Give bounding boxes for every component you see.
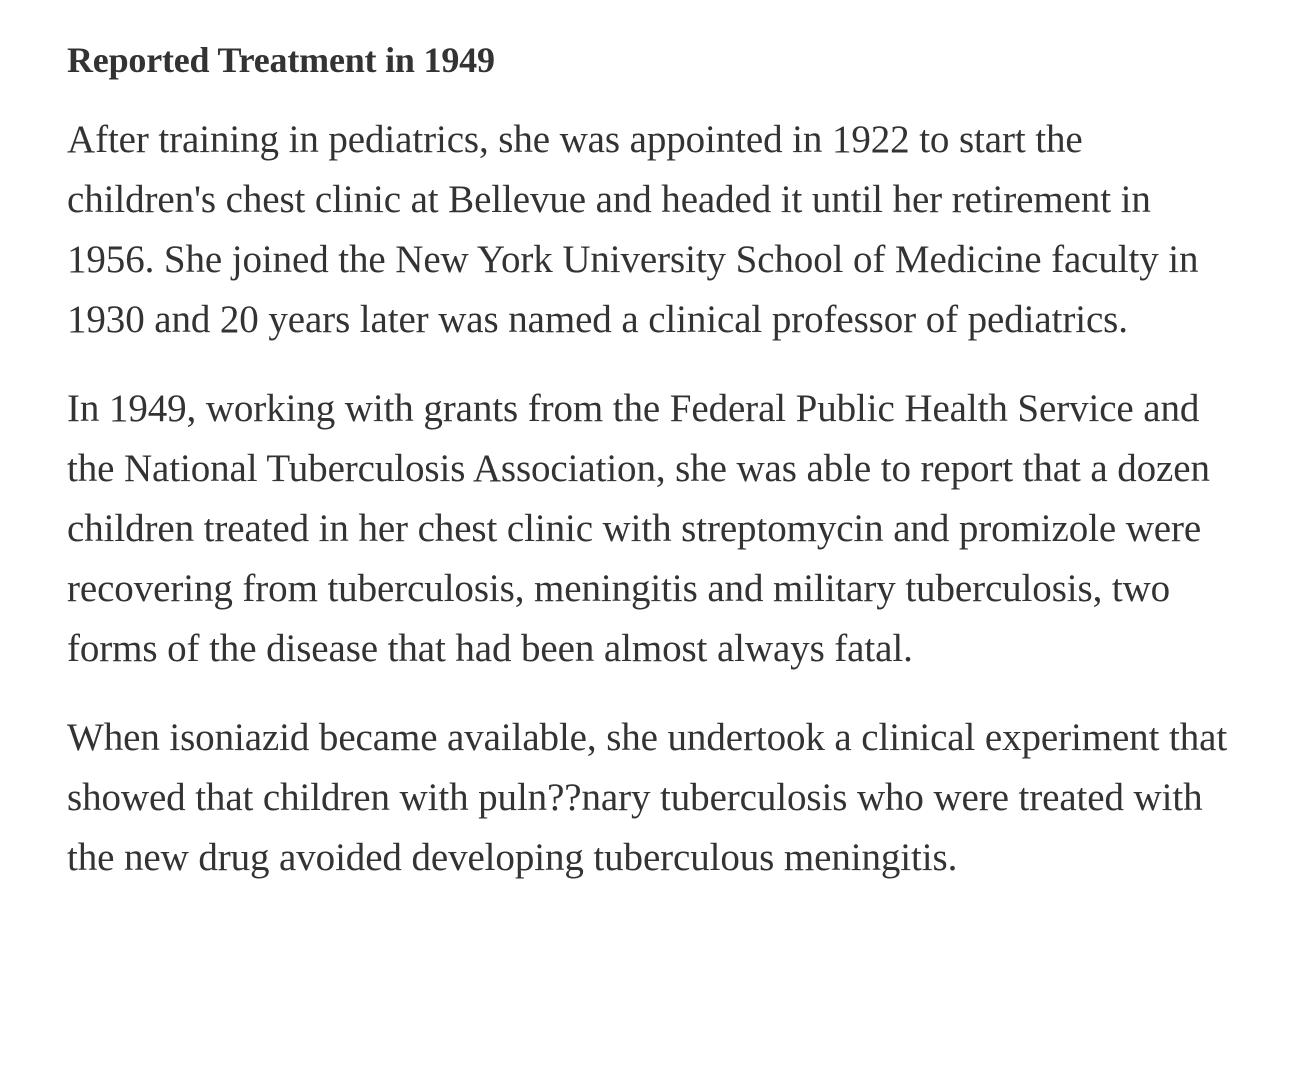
section-heading: Reported Treatment in 1949: [67, 40, 495, 80]
paragraph-isoniazid: When isoniazid became available, she undertook a clinical experiment that showed that children with puln??nary tuberculosis who were treated with the new drug avoided developing tuberculous meningitis.: [67, 716, 1228, 879]
paragraph-training: After training in pediatrics, she was appointed in 1922 to start the children's chest clinic at Bellevue and headed it until her retirement in 1956. She joined the New York University School of Medicine faculty in 1930 and 20 years later was named a clinical professor of pediatrics.: [67, 118, 1199, 341]
paragraph-1949-report: In 1949, working with grants from the Federal Public Health Service and the National Tuberculosis Association, she was able to report that a dozen children treated in her chest clinic with streptomycin and promizole were recovering from tuberculosis, meningitis and military tuberculosis, two forms of the disease that had been almost always fatal.: [67, 387, 1210, 670]
